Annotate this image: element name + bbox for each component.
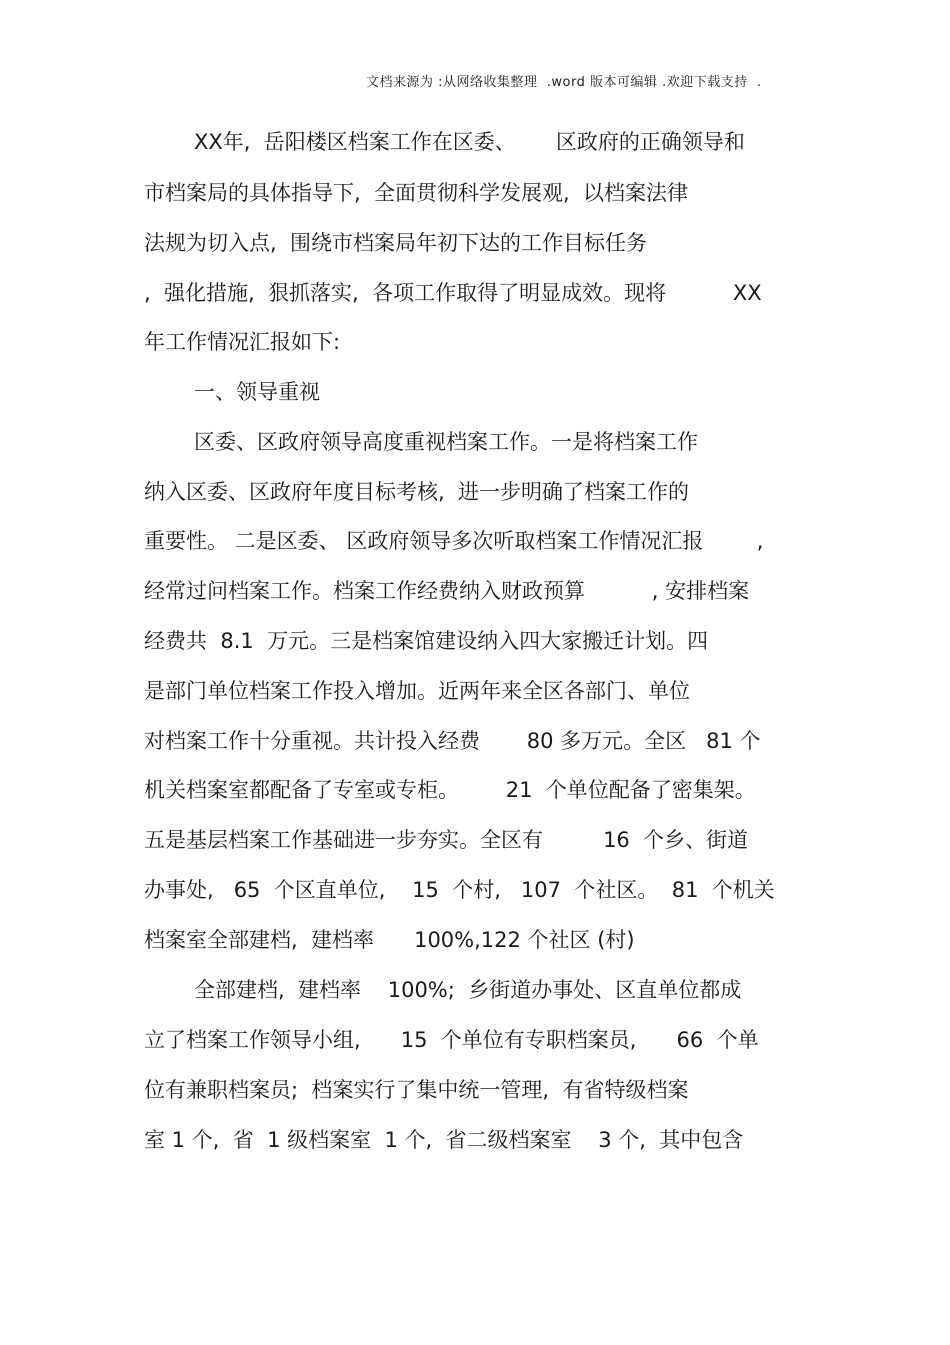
paragraph-line: , 强化措施, 狠抓落实, 各项工作取得了明显成效。现将 XX	[144, 281, 762, 305]
paragraph-line: 全部建档, 建档率 100%; 乡街道办事处、区直单位都成	[194, 978, 742, 1002]
paragraph-line: 位有兼职档案员; 档案实行了集中统一管理, 有省特级档案	[144, 1078, 689, 1102]
paragraph-line: 档案室全部建档, 建档率 100%,122 个社区 (村)	[144, 928, 635, 952]
source-note: 文档来源为 :从网络收集整理 .word 版本可编辑 .欢迎下载支持 .	[366, 75, 762, 90]
section-heading: 一、领导重视	[194, 380, 320, 404]
paragraph-line: 经常过问档案工作。档案工作经费纳入财政预算 , 安排档案	[144, 579, 750, 603]
paragraph-line: 法规为切入点, 围绕市档案局年初下达的工作目标任务	[144, 231, 648, 255]
paragraph-line: 市档案局的具体指导下, 全面贯彻科学发展观, 以档案法律	[144, 181, 689, 205]
paragraph-line: 重要性。 二是区委、 区政府领导多次听取档案工作情况汇报 ,	[144, 529, 764, 553]
paragraph-line: 是部门单位档案工作投入增加。近两年来全区各部门、单位	[144, 679, 690, 703]
paragraph-line: 年工作情况汇报如下:	[144, 330, 341, 354]
paragraph-line: 经费共 8.1 万元。三是档案馆建设纳入四大家搬迁计划。四	[144, 629, 709, 653]
paragraph-line: 纳入区委、区政府年度目标考核, 进一步明确了档案工作的	[144, 480, 690, 504]
paragraph-line: 机关档案室都配备了专室或专柜。 21 个单位配备了密集架。	[144, 778, 756, 802]
paragraph-line: 五是基层档案工作基础进一步夯实。全区有 16 个乡、街道	[144, 828, 749, 852]
paragraph-line: XX年, 岳阳楼区档案工作在区委、 区政府的正确领导和	[194, 130, 745, 154]
paragraph-line: 对档案工作十分重视。共计投入经费 80 多万元。全区 81 个	[144, 729, 761, 753]
paragraph-line: 区委、区政府领导高度重视档案工作。一是将档案工作	[194, 430, 698, 454]
paragraph-line: 办事处, 65 个区直单位, 15 个村, 107 个社区。 81 个机关	[144, 878, 775, 902]
paragraph-line: 室 1 个, 省 1 级档案室 1 个, 省二级档案室 3 个, 其中包含	[144, 1128, 744, 1152]
paragraph-line: 立了档案工作领导小组, 15 个单位有专职档案员, 66 个单	[144, 1028, 759, 1052]
